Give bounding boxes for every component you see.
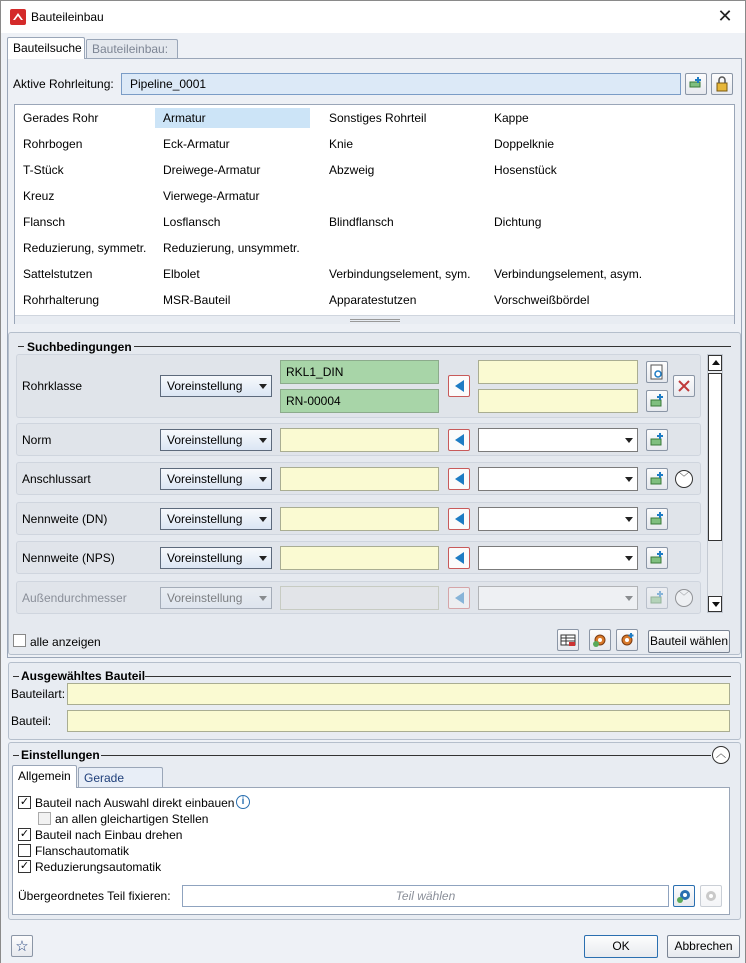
part-type-item[interactable]: Dreiwege-Armatur bbox=[163, 163, 261, 177]
mode-dropdown-value: Voreinstellung bbox=[167, 379, 243, 393]
search-value-field[interactable] bbox=[280, 546, 439, 570]
add-icon bbox=[649, 590, 665, 606]
part-type-item[interactable]: Hosenstück bbox=[494, 163, 557, 177]
favorites-button[interactable] bbox=[11, 935, 33, 957]
option-checkbox[interactable]: ✓ bbox=[19, 860, 30, 872]
settings-title: Einstellungen bbox=[21, 748, 100, 762]
select-part-button[interactable]: Bauteil wählen bbox=[648, 630, 730, 653]
pipeline-field[interactable]: Pipeline_0001 bbox=[121, 73, 681, 95]
remove-button[interactable] bbox=[673, 375, 695, 397]
fix-parent-field[interactable]: Teil wählen bbox=[182, 885, 669, 907]
value-select[interactable] bbox=[478, 507, 638, 531]
add-value-button[interactable] bbox=[646, 547, 668, 569]
search-value-field[interactable]: RN-00004 bbox=[280, 389, 439, 413]
option-checkbox[interactable]: ✓ bbox=[19, 828, 30, 840]
part-type-item[interactable]: Reduzierung, symmetr. bbox=[23, 241, 147, 255]
part-type-item[interactable]: MSR-Bauteil bbox=[163, 293, 231, 307]
result-field[interactable] bbox=[478, 360, 638, 384]
part-type-item[interactable]: Knie bbox=[329, 137, 354, 151]
part-type-item[interactable]: Abzweig bbox=[329, 163, 375, 177]
scroll-down-button[interactable] bbox=[708, 596, 722, 612]
part-type-item[interactable]: Losflansch bbox=[163, 215, 221, 229]
add-icon bbox=[649, 471, 665, 487]
mode-dropdown[interactable] bbox=[160, 508, 272, 530]
search-row-label: Rohrklasse bbox=[22, 379, 83, 393]
part-type-item[interactable]: Doppelknie bbox=[494, 137, 555, 151]
search-value-field[interactable] bbox=[280, 507, 439, 531]
part-type-item[interactable]: Vierwege-Armatur bbox=[163, 189, 260, 203]
part-type-item[interactable]: Gerades Rohr bbox=[23, 111, 99, 125]
tab-bauteileinbau[interactable] bbox=[86, 39, 178, 58]
tab-gerade-rohre[interactable] bbox=[78, 767, 163, 788]
chevron-down-icon bbox=[259, 517, 267, 522]
part-type-item[interactable]: Sattelstutzen bbox=[23, 267, 93, 281]
option-label: Bauteil nach Einbau drehen bbox=[35, 828, 183, 842]
part-type-item[interactable]: Rohrhalterung bbox=[23, 293, 100, 307]
fix-parent-label: Übergeordnetes Teil fixieren: bbox=[18, 889, 171, 903]
part-type-item[interactable]: Verbindungselement, asym. bbox=[494, 267, 643, 281]
search-row-label: Nennweite (DN) bbox=[22, 511, 108, 526]
show-all-checkbox[interactable] bbox=[13, 634, 26, 647]
search-row-label: Außendurchmesser bbox=[22, 590, 127, 605]
add-icon bbox=[649, 550, 665, 566]
value-select[interactable] bbox=[478, 546, 638, 570]
part-type-item[interactable]: Verbindungselement, sym. bbox=[329, 267, 471, 281]
search-value-field[interactable] bbox=[280, 467, 439, 491]
part-field[interactable] bbox=[67, 710, 730, 732]
preview-button[interactable] bbox=[646, 361, 668, 383]
search-row-label: Norm bbox=[22, 432, 52, 447]
pipeline-label: Aktive Rohrleitung: bbox=[13, 77, 114, 91]
filter-table-button[interactable] bbox=[557, 629, 579, 651]
apply-value-button[interactable] bbox=[448, 375, 470, 397]
mode-dropdown[interactable] bbox=[160, 375, 272, 397]
app-icon bbox=[10, 9, 26, 25]
chevron-down-icon bbox=[625, 596, 633, 601]
close-button[interactable] bbox=[713, 5, 737, 29]
part-type-item[interactable]: Armatur bbox=[155, 108, 310, 128]
option-label: an allen gleichartigen Stellen bbox=[55, 812, 209, 826]
mode-dropdown-value: Voreinstellung bbox=[167, 550, 243, 565]
part-type-item[interactable]: Vorschweißbördel bbox=[494, 293, 590, 307]
search-row-label: Nennweite (NPS) bbox=[22, 550, 115, 565]
chevron-down-icon: ﹀ bbox=[679, 472, 689, 484]
add-pipeline-button[interactable] bbox=[685, 73, 707, 95]
fix-parent-pick-button[interactable] bbox=[673, 885, 695, 907]
gear-pick-icon bbox=[676, 888, 692, 904]
tab-label: Bauteilsuche bbox=[13, 41, 82, 55]
apply-value-button[interactable] bbox=[448, 508, 470, 530]
window-title: Bauteileinbau bbox=[31, 10, 104, 24]
value-select[interactable] bbox=[478, 428, 638, 452]
fix-parent-clear-button[interactable] bbox=[700, 885, 722, 907]
option-label: Bauteil nach Auswahl direkt einbauen bbox=[35, 796, 235, 810]
info-icon[interactable]: i bbox=[236, 795, 250, 809]
mode-dropdown-value: Voreinstellung bbox=[167, 432, 243, 447]
apply-value-button[interactable] bbox=[448, 547, 470, 569]
chevron-down-icon bbox=[625, 556, 633, 561]
add-value-button[interactable] bbox=[646, 508, 668, 530]
tab-bauteilsuche[interactable] bbox=[7, 37, 85, 59]
mode-dropdown[interactable] bbox=[160, 587, 272, 609]
close-icon: ✕ bbox=[717, 6, 733, 26]
mode-dropdown-value: Voreinstellung bbox=[167, 511, 243, 526]
preview-icon bbox=[649, 364, 665, 380]
collapse-settings-button[interactable] bbox=[712, 746, 730, 764]
part-type-field[interactable] bbox=[67, 683, 730, 705]
table-icon bbox=[560, 632, 576, 648]
part-type-item[interactable]: Kreuz bbox=[23, 189, 55, 203]
mode-dropdown-value: Voreinstellung bbox=[167, 471, 243, 486]
search-conditions-title: Suchbedingungen bbox=[27, 340, 132, 354]
add-value-button[interactable] bbox=[646, 468, 668, 490]
part-type-item[interactable]: Kappe bbox=[494, 111, 529, 125]
option-checkbox[interactable] bbox=[18, 844, 31, 857]
search-parts-alt-button[interactable] bbox=[616, 629, 638, 651]
part-type-label: Bauteilart: bbox=[11, 687, 66, 701]
search-value-field[interactable] bbox=[280, 586, 439, 610]
chevron-down-icon: ﹀ bbox=[679, 591, 689, 603]
part-type-item[interactable]: Eck-Armatur bbox=[163, 137, 230, 151]
search-scrollbar[interactable] bbox=[707, 354, 723, 613]
chevron-down-icon bbox=[259, 477, 267, 482]
expand-row-button[interactable] bbox=[675, 470, 693, 488]
expand-row-button[interactable] bbox=[675, 589, 693, 607]
part-type-item[interactable]: Blindflansch bbox=[329, 215, 394, 229]
cancel-button[interactable]: Abbrechen bbox=[667, 935, 740, 958]
search-value-field[interactable] bbox=[280, 428, 439, 452]
value-select[interactable] bbox=[478, 467, 638, 491]
part-type-item[interactable]: Sonstiges Rohrteil bbox=[329, 111, 427, 125]
pipeline-add-icon bbox=[688, 76, 704, 92]
lock-button[interactable] bbox=[711, 73, 733, 95]
apply-value-button[interactable] bbox=[448, 468, 470, 490]
part-type-item[interactable]: Rohrbogen bbox=[23, 137, 83, 151]
part-type-item[interactable]: Reduzierung, unsymmetr. bbox=[163, 241, 300, 255]
chevron-down-icon bbox=[625, 477, 633, 482]
search-row-label: Anschlussart bbox=[22, 471, 91, 486]
apply-value-button[interactable] bbox=[448, 429, 470, 451]
chevron-down-icon bbox=[259, 596, 267, 601]
title-bar bbox=[1, 1, 745, 33]
star-icon: ☆ bbox=[15, 938, 29, 955]
option-label: Reduzierungsautomatik bbox=[35, 860, 162, 874]
part-type-item[interactable]: Flansch bbox=[23, 215, 66, 229]
tab-label: Allgemein bbox=[18, 769, 71, 783]
chevron-down-icon bbox=[259, 556, 267, 561]
add-value-button[interactable] bbox=[646, 429, 668, 451]
option-checkbox[interactable]: ✓ bbox=[19, 796, 30, 808]
add-icon bbox=[649, 393, 665, 409]
gear-add-icon bbox=[619, 632, 635, 648]
gear-icon bbox=[703, 888, 719, 904]
part-type-item[interactable]: T-Stück bbox=[23, 163, 64, 177]
tab-label: Bauteileinbau: bbox=[92, 42, 169, 56]
chevron-up-icon: ︿ bbox=[716, 749, 726, 760]
chevron-down-icon bbox=[625, 438, 633, 443]
scroll-thumb[interactable] bbox=[708, 373, 722, 541]
ok-button[interactable]: OK bbox=[584, 935, 658, 958]
chevron-down-icon bbox=[259, 438, 267, 443]
apply-value-button[interactable] bbox=[448, 587, 470, 609]
scroll-up-button[interactable] bbox=[708, 355, 722, 371]
gear-search-icon bbox=[592, 632, 608, 648]
close-icon bbox=[676, 378, 692, 394]
selected-part-title: Ausgewähltes Bauteil bbox=[21, 669, 146, 683]
part-type-list bbox=[14, 104, 735, 324]
mode-dropdown[interactable] bbox=[160, 547, 272, 569]
part-type-item[interactable]: Elbolet bbox=[163, 267, 200, 281]
option-checkbox[interactable] bbox=[38, 812, 51, 825]
add-icon bbox=[649, 511, 665, 527]
chevron-down-icon bbox=[625, 517, 633, 522]
search-parts-button[interactable] bbox=[589, 629, 611, 651]
part-type-item[interactable]: Dichtung bbox=[494, 215, 542, 229]
add-value-button[interactable] bbox=[646, 587, 668, 609]
show-all-label: alle anzeigen bbox=[30, 635, 101, 649]
part-type-item[interactable]: Apparatestutzen bbox=[329, 293, 417, 307]
search-value-field[interactable]: RKL1_DIN bbox=[280, 360, 439, 384]
mode-dropdown[interactable] bbox=[160, 468, 272, 490]
result-field[interactable] bbox=[478, 389, 638, 413]
mode-dropdown[interactable] bbox=[160, 429, 272, 451]
list-splitter[interactable] bbox=[15, 315, 734, 324]
add-icon bbox=[649, 432, 665, 448]
add-value-button[interactable] bbox=[646, 390, 668, 412]
value-select[interactable] bbox=[478, 586, 638, 610]
lock-icon bbox=[714, 76, 730, 92]
mode-dropdown-value: Voreinstellung bbox=[167, 590, 243, 605]
tab-label: Gerade bbox=[84, 771, 125, 785]
chevron-down-icon bbox=[259, 384, 267, 389]
part-label: Bauteil: bbox=[11, 714, 52, 728]
option-label: Flanschautomatik bbox=[35, 844, 130, 858]
tab-allgemein[interactable] bbox=[12, 765, 77, 788]
